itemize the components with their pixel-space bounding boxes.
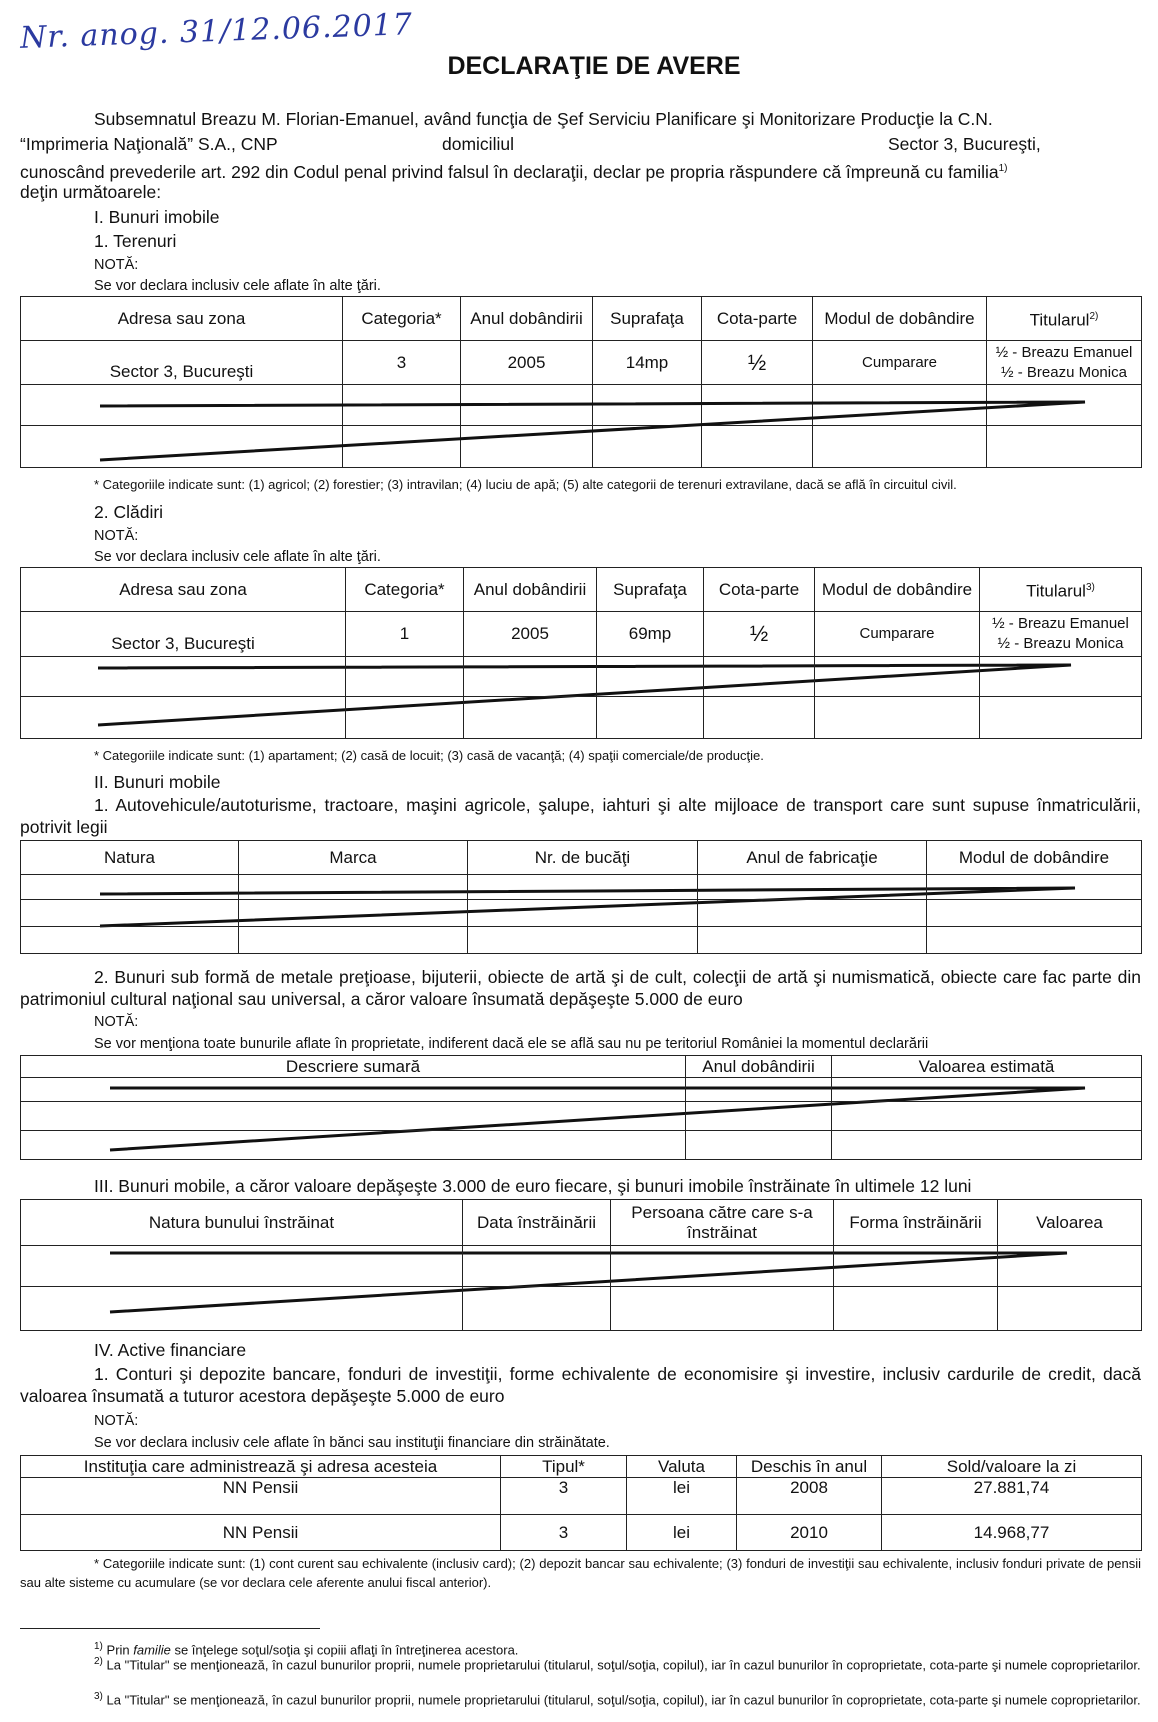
nota-text: Se vor declara inclusiv cele aflate în alte ţări. (94, 278, 381, 294)
nota-label: NOTĂ: (94, 257, 139, 273)
column-header: Descriere sumară (21, 1056, 686, 1078)
table-header-row (21, 841, 1142, 875)
terenuri-footnote: * Categoriile indicate sunt: (1) agricol; (2) forestier; (3) intravilan; (4) luciu de apă; (5) alte categorii de terenuri extravilane, dacă se află în circuitul civil. (94, 477, 957, 492)
column-header: Instituţia care administrează şi adresa acesteia (21, 1456, 501, 1478)
table-row (21, 1078, 1142, 1102)
column-header: Data înstrăinării (463, 1200, 611, 1246)
table-row (21, 426, 1142, 468)
column-header: Cota-parte (704, 568, 815, 612)
cladiri-footnote: * Categoriile indicate sunt: (1) apartament; (2) casă de locuit; (3) casă de vacanţă; (4) spaţii comerciale/de producţie. (94, 748, 764, 763)
conturi-table (20, 1455, 1142, 1551)
table-row (21, 1515, 1142, 1551)
table-row (21, 1478, 1142, 1515)
cell-anul: 2010 (737, 1515, 882, 1551)
intro-line-2b: domiciliul (442, 134, 514, 154)
cell-modul: Cumparare (815, 612, 980, 657)
table-row (21, 612, 1142, 657)
footnote-3: $^{3)}$ La "Titular" se menţionează, în cazul bunurilor proprii, numele proprietarului (titularul, soţul/soţia, copilul), iar în cazul bunurilor în coproprietate, cota-parte şi numele coproprietarilor. (94, 1691, 1141, 1708)
column-header: Modul de dobândire (927, 841, 1142, 875)
column-header: Suprafaţa (597, 568, 704, 612)
cell-institutia: NN Pensii (21, 1478, 501, 1515)
intro-line-2a: “Imprimeria Naţională” S.A., CNP (20, 134, 278, 154)
table-row (21, 1102, 1142, 1131)
cell-tipul: 3 (501, 1478, 627, 1515)
footnote-1: $^{1)}$ Prin familie se înţelege soţul/soţia şi copiii aflaţi în întreţinerea acestora. (94, 1641, 519, 1658)
bunuri-instrainate-table (20, 1199, 1142, 1331)
column-header: Adresa sau zona (21, 568, 346, 612)
table-row (21, 697, 1142, 739)
column-header: Sold/valoare la zi (882, 1456, 1142, 1478)
column-header: Categoria* (343, 297, 461, 341)
cell-anul: 2005 (464, 612, 597, 657)
column-header: Valuta (627, 1456, 737, 1478)
column-header: Titularul$^{3)}$ (980, 568, 1142, 612)
table-row (21, 900, 1142, 927)
cell-titular: ½ - Breazu Emanuel ½ - Breazu Monica (987, 341, 1142, 385)
column-header: Modul de dobândire (813, 297, 987, 341)
column-header: Anul de fabricaţie (698, 841, 927, 875)
cell-categoria: 3 (343, 341, 461, 385)
nota-label: NOTĂ: (94, 1014, 139, 1030)
conturi-footnote: * Categoriile indicate sunt: (1) cont curent sau echivalente (inclusiv card); (2) depozit bancar sau echivalente; (3) fonduri de investiţii sau echivalente, inclusiv fonduri private de pensii sau alte sisteme cu acumulare (se vor declara cele aferente anului fiscal anterior). (20, 1556, 1141, 1590)
cell-cota: ½ (704, 612, 815, 657)
intro-line-3: cunoscând prevederile art. 292 din Codul penal privind falsul în declaraţii, declar pe propria răspundere că împreună cu familia$^{1)}$ (20, 161, 1008, 182)
document-title: DECLARAŢIE DE AVERE (447, 52, 741, 80)
section-4-heading: IV. Active financiare (94, 1340, 247, 1360)
column-header: Forma înstrăinării (834, 1200, 998, 1246)
column-header: Titularul$^{2)}$ (987, 297, 1142, 341)
section-1-2-heading: 2. Clădiri (94, 502, 164, 522)
column-header: Categoria* (346, 568, 464, 612)
column-header: Persoana către care s-a înstrăinat (611, 1200, 834, 1246)
table-row (21, 385, 1142, 426)
intro-line-1: Subsemnatul Breazu M. Florian-Emanuel, având funcţia de Şef Serviciu Planificare şi Monitorizare Producţie la C.N. (94, 109, 993, 129)
cell-anul: 2005 (461, 341, 593, 385)
section-2-2-text: 2. Bunuri sub formă de metale preţioase, bijuterii, obiecte de artă şi de cult, colecţii de artă şi numismatică, obiecte care fac parte din patrimoniul cultural naţional sau universal, a căror valoare însumată depăşeşte 5.000 de euro (20, 967, 1141, 1009)
section-4-1-text: 1. Conturi şi depozite bancare, fonduri de investiţii, forme echivalente de economisire şi investire, inclusiv cardurile de credit, dacă valoarea însumată a tuturor acestora depăşeşte 5.000 de euro (20, 1364, 1141, 1406)
cell-institutia: NN Pensii (21, 1515, 501, 1551)
column-header: Cota-parte (702, 297, 813, 341)
cell-suprafata: 14mp (593, 341, 702, 385)
table-header-row (21, 1456, 1142, 1478)
nota-text: Se vor menţiona toate bunurile aflate în proprietate, indiferent dacă ele se află sau nu pe teritoriul României la momentul declarării (94, 1036, 929, 1052)
table-row (21, 927, 1142, 954)
column-header: Valoarea (998, 1200, 1142, 1246)
table-header-row (21, 1200, 1142, 1246)
column-header: Marca (239, 841, 468, 875)
section-3-heading: III. Bunuri mobile, a căror valoare depăşeşte 3.000 de euro fiecare, şi bunuri imobile înstrăinate în ultimele 12 luni (94, 1176, 972, 1196)
column-header: Suprafaţa (593, 297, 702, 341)
cell-cota: ½ (702, 341, 813, 385)
column-header: Modul de dobândire (815, 568, 980, 612)
autovehicule-table (20, 840, 1142, 954)
section-1-heading: I. Bunuri imobile (94, 207, 220, 227)
column-header: Valoarea estimată (832, 1056, 1142, 1078)
column-header: Anul dobândirii (461, 297, 593, 341)
cell-valuta: lei (627, 1478, 737, 1515)
section-2-1-text: 1. Autovehicule/autoturisme, tractoare, maşini agricole, şalupe, iahturi şi alte mijloace de transport care sunt supuse înmatriculării, potrivit legii (20, 795, 1141, 837)
column-header: Tipul* (501, 1456, 627, 1478)
table-row (21, 657, 1142, 697)
cell-tipul: 3 (501, 1515, 627, 1551)
table-row (21, 341, 1142, 385)
table-row (21, 1246, 1142, 1287)
footnote-2: $^{2)}$ La "Titular" se menţionează, în cazul bunurilor proprii, numele proprietarului (titularul, soţul/soţia, copilul), iar în cazul bunurilor în coproprietate, cota-parte şi numele coproprietarilor. (94, 1656, 1141, 1673)
cell-sold: 27.881,74 (882, 1478, 1142, 1515)
section-1-1-heading: 1. Terenuri (94, 231, 177, 251)
cell-titular: ½ - Breazu Emanuel ½ - Breazu Monica (980, 612, 1142, 657)
cell-suprafata: 69mp (597, 612, 704, 657)
intro-line-4: deţin următoarele: (20, 182, 162, 202)
intro-line-2c: Sector 3, Bucureşti, (888, 134, 1041, 154)
cell-categoria: 1 (346, 612, 464, 657)
cell-anul: 2008 (737, 1478, 882, 1515)
table-header-row (21, 568, 1142, 612)
nota-text: Se vor declara inclusiv cele aflate în bănci sau instituţii financiare din străinătate. (94, 1435, 610, 1451)
column-header: Nr. de bucăţi (468, 841, 698, 875)
bunuri-pretioase-table (20, 1055, 1142, 1160)
column-header: Anul dobândirii (686, 1056, 832, 1078)
cladiri-table (20, 567, 1142, 739)
cell-valuta: lei (627, 1515, 737, 1551)
cell-modul: Cumparare (813, 341, 987, 385)
column-header: Deschis în anul (737, 1456, 882, 1478)
table-header-row (21, 1056, 1142, 1078)
footnote-separator (20, 1628, 320, 1629)
nota-label: NOTĂ: (94, 1413, 139, 1429)
nota-text: Se vor declara inclusiv cele aflate în alte ţări. (94, 549, 381, 565)
column-header: Natura (21, 841, 239, 875)
table-row (21, 1131, 1142, 1160)
section-2-heading: II. Bunuri mobile (94, 772, 221, 792)
terenuri-table (20, 296, 1142, 468)
table-header-row (21, 297, 1142, 341)
table-row (21, 1287, 1142, 1331)
table-row (21, 875, 1142, 900)
cell-adresa: Sector 3, Bucureşti (21, 612, 346, 657)
nota-label: NOTĂ: (94, 528, 139, 544)
cell-adresa: Sector 3, Bucureşti (21, 341, 343, 385)
cell-sold: 14.968,77 (882, 1515, 1142, 1551)
column-header: Natura bunului înstrăinat (21, 1200, 463, 1246)
column-header: Anul dobândirii (464, 568, 597, 612)
column-header: Adresa sau zona (21, 297, 343, 341)
handwritten-registration-number: Nr. anog. 31/12.06.2017 (19, 7, 414, 56)
